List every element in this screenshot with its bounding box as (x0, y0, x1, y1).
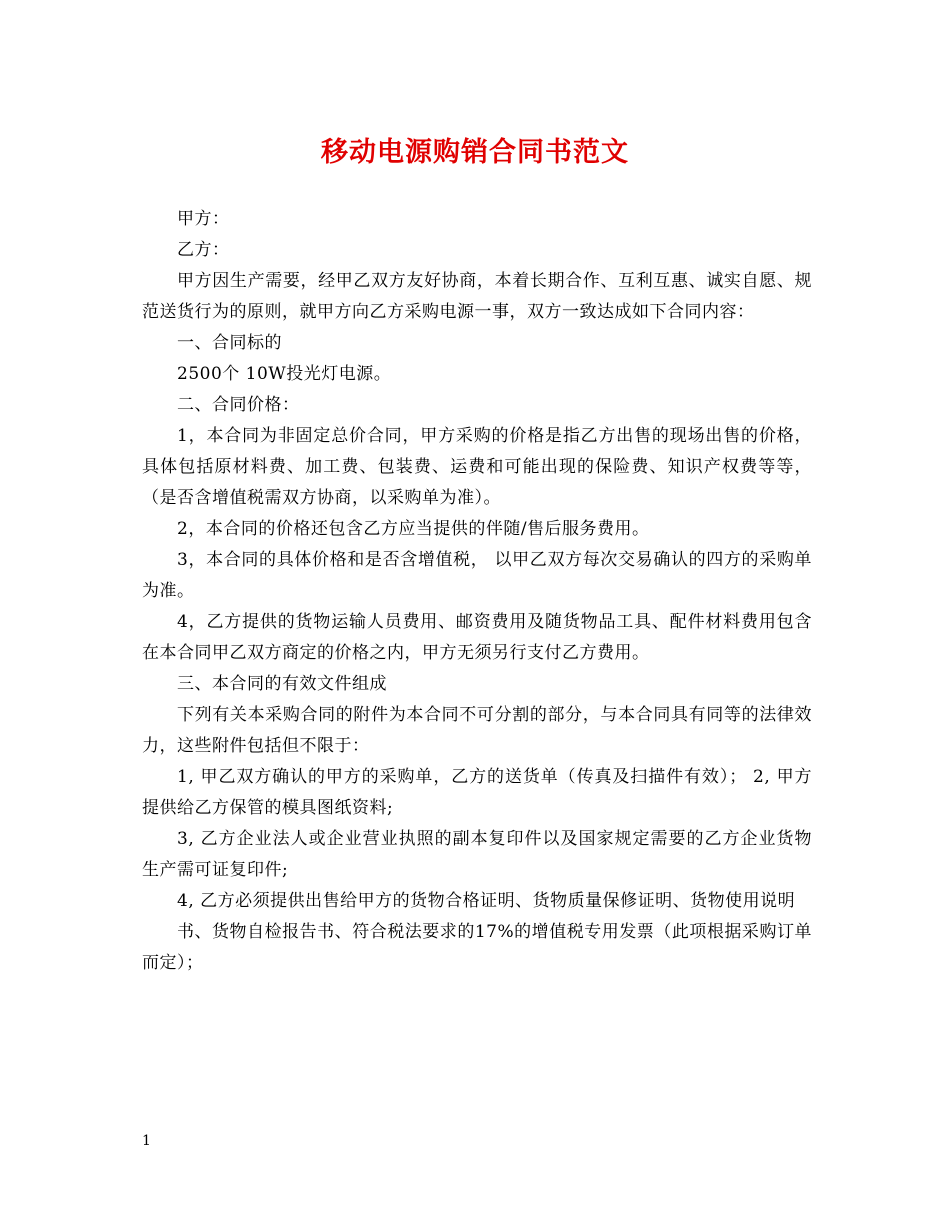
section-heading-price: 二、合同价格： (177, 395, 300, 415)
paragraph-documents-4: 4, 乙方必须提供出售给甲方的货物合格证明、货物质量保修证明、货物使用说明 (177, 891, 796, 911)
page-number: 1 (142, 1133, 151, 1149)
paragraph-price-3: 3，本合同的具体价格和是否含增值税， 以甲乙双方每次交易确认的四方的采购单为准。 (142, 550, 812, 601)
paragraph-price-4: 4，乙方提供的货物运输人员费用、邮资费用及随货物品工具、配件材料费用包含在本合同甲乙双方商定的价格之内，甲方无须另行支付乙方费用。 (142, 612, 812, 663)
section-heading-documents: 三、本合同的有效文件组成 (177, 674, 387, 694)
paragraph-documents-intro: 下列有关本采购合同的附件为本合同不可分割的部分，与本合同具有同等的法律效力，这些附件包括但不限于： (142, 705, 812, 756)
paragraph-price-1: 1，本合同为非固定总价合同，甲方采购的价格是指乙方出售的现场出售的价格，具体包括原材料费、加工费、包装费、运费和可能出现的保险费、知识产权费等等，（是否含增值税需双方协商，以采购单为准）。 (142, 426, 812, 508)
paragraph-party-b: 乙方： (177, 240, 230, 260)
document-body (142, 204, 812, 979)
paragraph-price-2: 2，本合同的价格还包含乙方应当提供的伴随/售后服务费用。 (177, 519, 650, 539)
paragraph-documents-4-cont: 书、货物自检报告书、符合税法要求的17%的增值税专用发票（此项根据采购订单而定）； (142, 922, 812, 973)
paragraph-preamble: 甲方因生产需要，经甲乙双方友好协商，本着长期合作、互利互惠、诚实自愿、规范送货行为的原则，就甲方向乙方采购电源一事，双方一致达成如下合同内容： (142, 271, 812, 322)
paragraph-documents-1: 1, 甲乙双方确认的甲方的采购单，乙方的送货单（传真及扫描件有效）； 2, 甲方提供给乙方保管的模具图纸资料; (142, 767, 812, 818)
paragraph-subject: 2500个 10W投光灯电源。 (177, 364, 392, 384)
section-heading-subject: 一、合同标的 (177, 333, 282, 353)
paragraph-documents-3: 3, 乙方企业法人或企业营业执照的副本复印件以及国家规定需要的乙方企业货物生产需可证复印件; (142, 829, 812, 880)
paragraph-party-a: 甲方： (177, 209, 230, 229)
document-title: 移动电源购销合同书范文 (321, 137, 629, 168)
